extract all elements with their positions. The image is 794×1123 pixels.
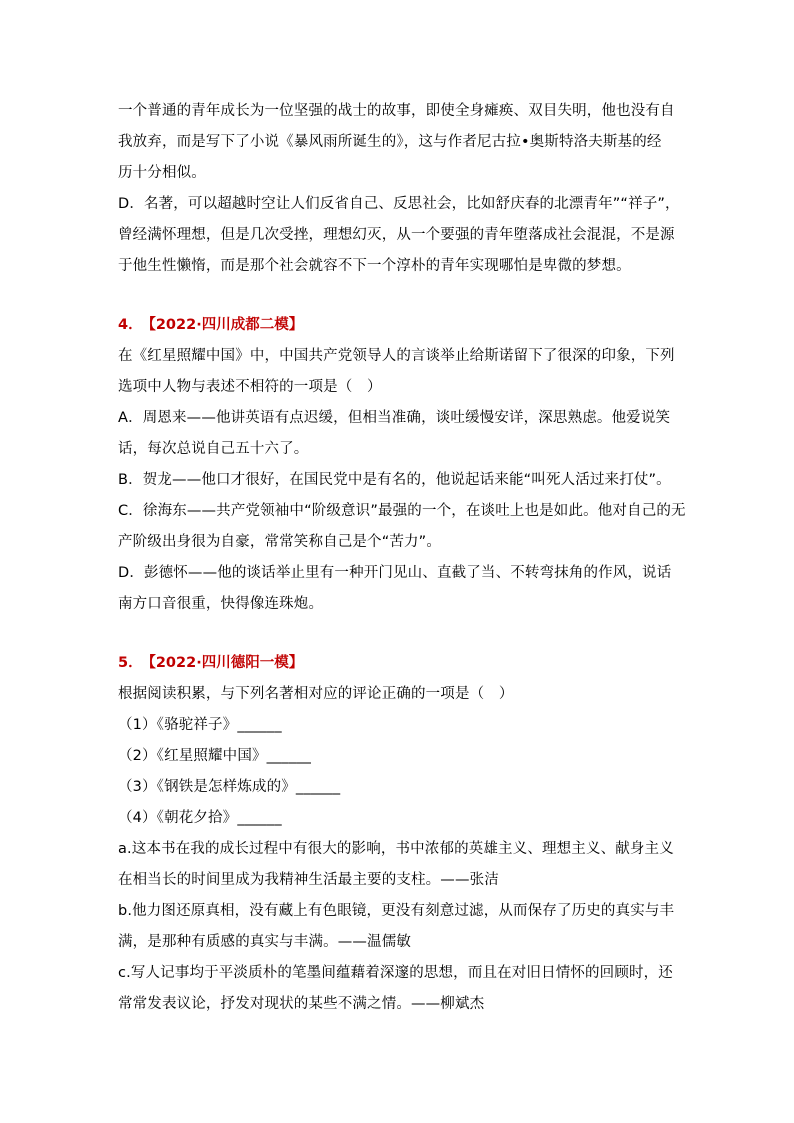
paragraph-line: 我放弃，而是写下了小说《暴风雨所诞生的》，这与作者尼古拉•奥斯特洛夫斯基的经 [118,134,662,150]
option-d-line: 曾经满怀理想，但是几次受挫，理想幻灭，从一个要强的青年堕落成社会混混，不是源 [118,227,675,243]
paragraph-line: 历十分相似。 [118,165,206,181]
question-heading [118,648,680,679]
comment-b: b.他力图还原真相，没有藏上有色眼镜，更没有刻意过滤，从而保存了历史的真实与丰 [118,903,675,919]
question-source: 【2022·四川成都二模】 [148,317,304,333]
option-a: 话，每次总说自己五十六了。 [118,441,309,457]
book-item: （1）《骆驼祥子》______ [118,717,282,733]
question-stem: 选项中人物与表述不相符的一项是（ ） [118,379,382,395]
option-d: D．彭德怀——他的谈话举止里有一种开门见山、直截了当、不转弯抹角的作风，说话 [118,565,672,581]
option-d-line: D．名著，可以超越时空让人们反省自己、反思社会，比如舒庆春的北漂青年”“祥子”， [118,196,680,212]
option-b: B．贺龙——他口才很好，在国民党中是有名的，他说起话来能“叫死人活过来打仗”。 [118,472,671,488]
question-stem: 根据阅读积累，与下列名著相对应的评论正确的一项是（ ） [118,686,514,702]
question-number: 5． [118,655,143,671]
comment-a: 在相当长的时间里成为我精神生活最主要的支柱。——张洁 [118,872,499,888]
book-item: （4）《朝花夕拾》______ [118,810,282,826]
book-item: （3）《钢铁是怎样炼成的》______ [118,779,341,795]
comment-c: c.写人记事均于平淡质朴的笔墨间蕴藉着深邃的思想，而且在对旧日情怀的回顾时，还 [118,965,673,981]
option-c: C．徐海东——共产党领袖中“阶级意识”最强的一个，在谈吐上也是如此。他对自己的无 [118,503,686,519]
question-heading [118,310,680,341]
comment-a: a.这本书在我的成长过程中有很大的影响，书中浓郁的英雄主义、理想主义、献身主义 [118,841,674,857]
comment-b: 满，是那种有质感的真实与丰满。——温儒敏 [118,934,411,950]
option-d: 南方口音很重，快得像连珠炮。 [118,596,324,612]
question-stem: 在《红星照耀中国》中，中国共产党领导人的言谈举止给斯诺留下了很深的印象，下列 [118,348,675,364]
question-number: 4． [118,317,143,333]
option-a: A．周恩来——他讲英语有点迟缓，但相当准确，谈吐缓慢安详，深思熟虑。他爱说笑 [118,410,671,426]
option-d-line: 于他生性懒惰，而是那个社会就容不下一个淳朴的青年实现哪怕是卑微的梦想。 [118,258,631,274]
book-item: （2）《红星照耀中国》______ [118,748,312,764]
option-c: 产阶级出身很为自豪，常常笑称自己是个“苦力”。 [118,534,441,550]
question-source: 【2022·四川德阳一模】 [148,655,304,671]
paragraph-line: 一个普通的青年成长为一位坚强的战士的故事，即使全身瘫痪、双目失明，他也没有自 [118,103,675,119]
comment-c: 常常发表议论，抒发对现状的某些不满之情。——柳斌杰 [118,996,485,1012]
question-5 [118,648,680,1020]
question-3-continuation [118,96,680,282]
question-4 [118,310,686,620]
document-page [118,96,686,1020]
